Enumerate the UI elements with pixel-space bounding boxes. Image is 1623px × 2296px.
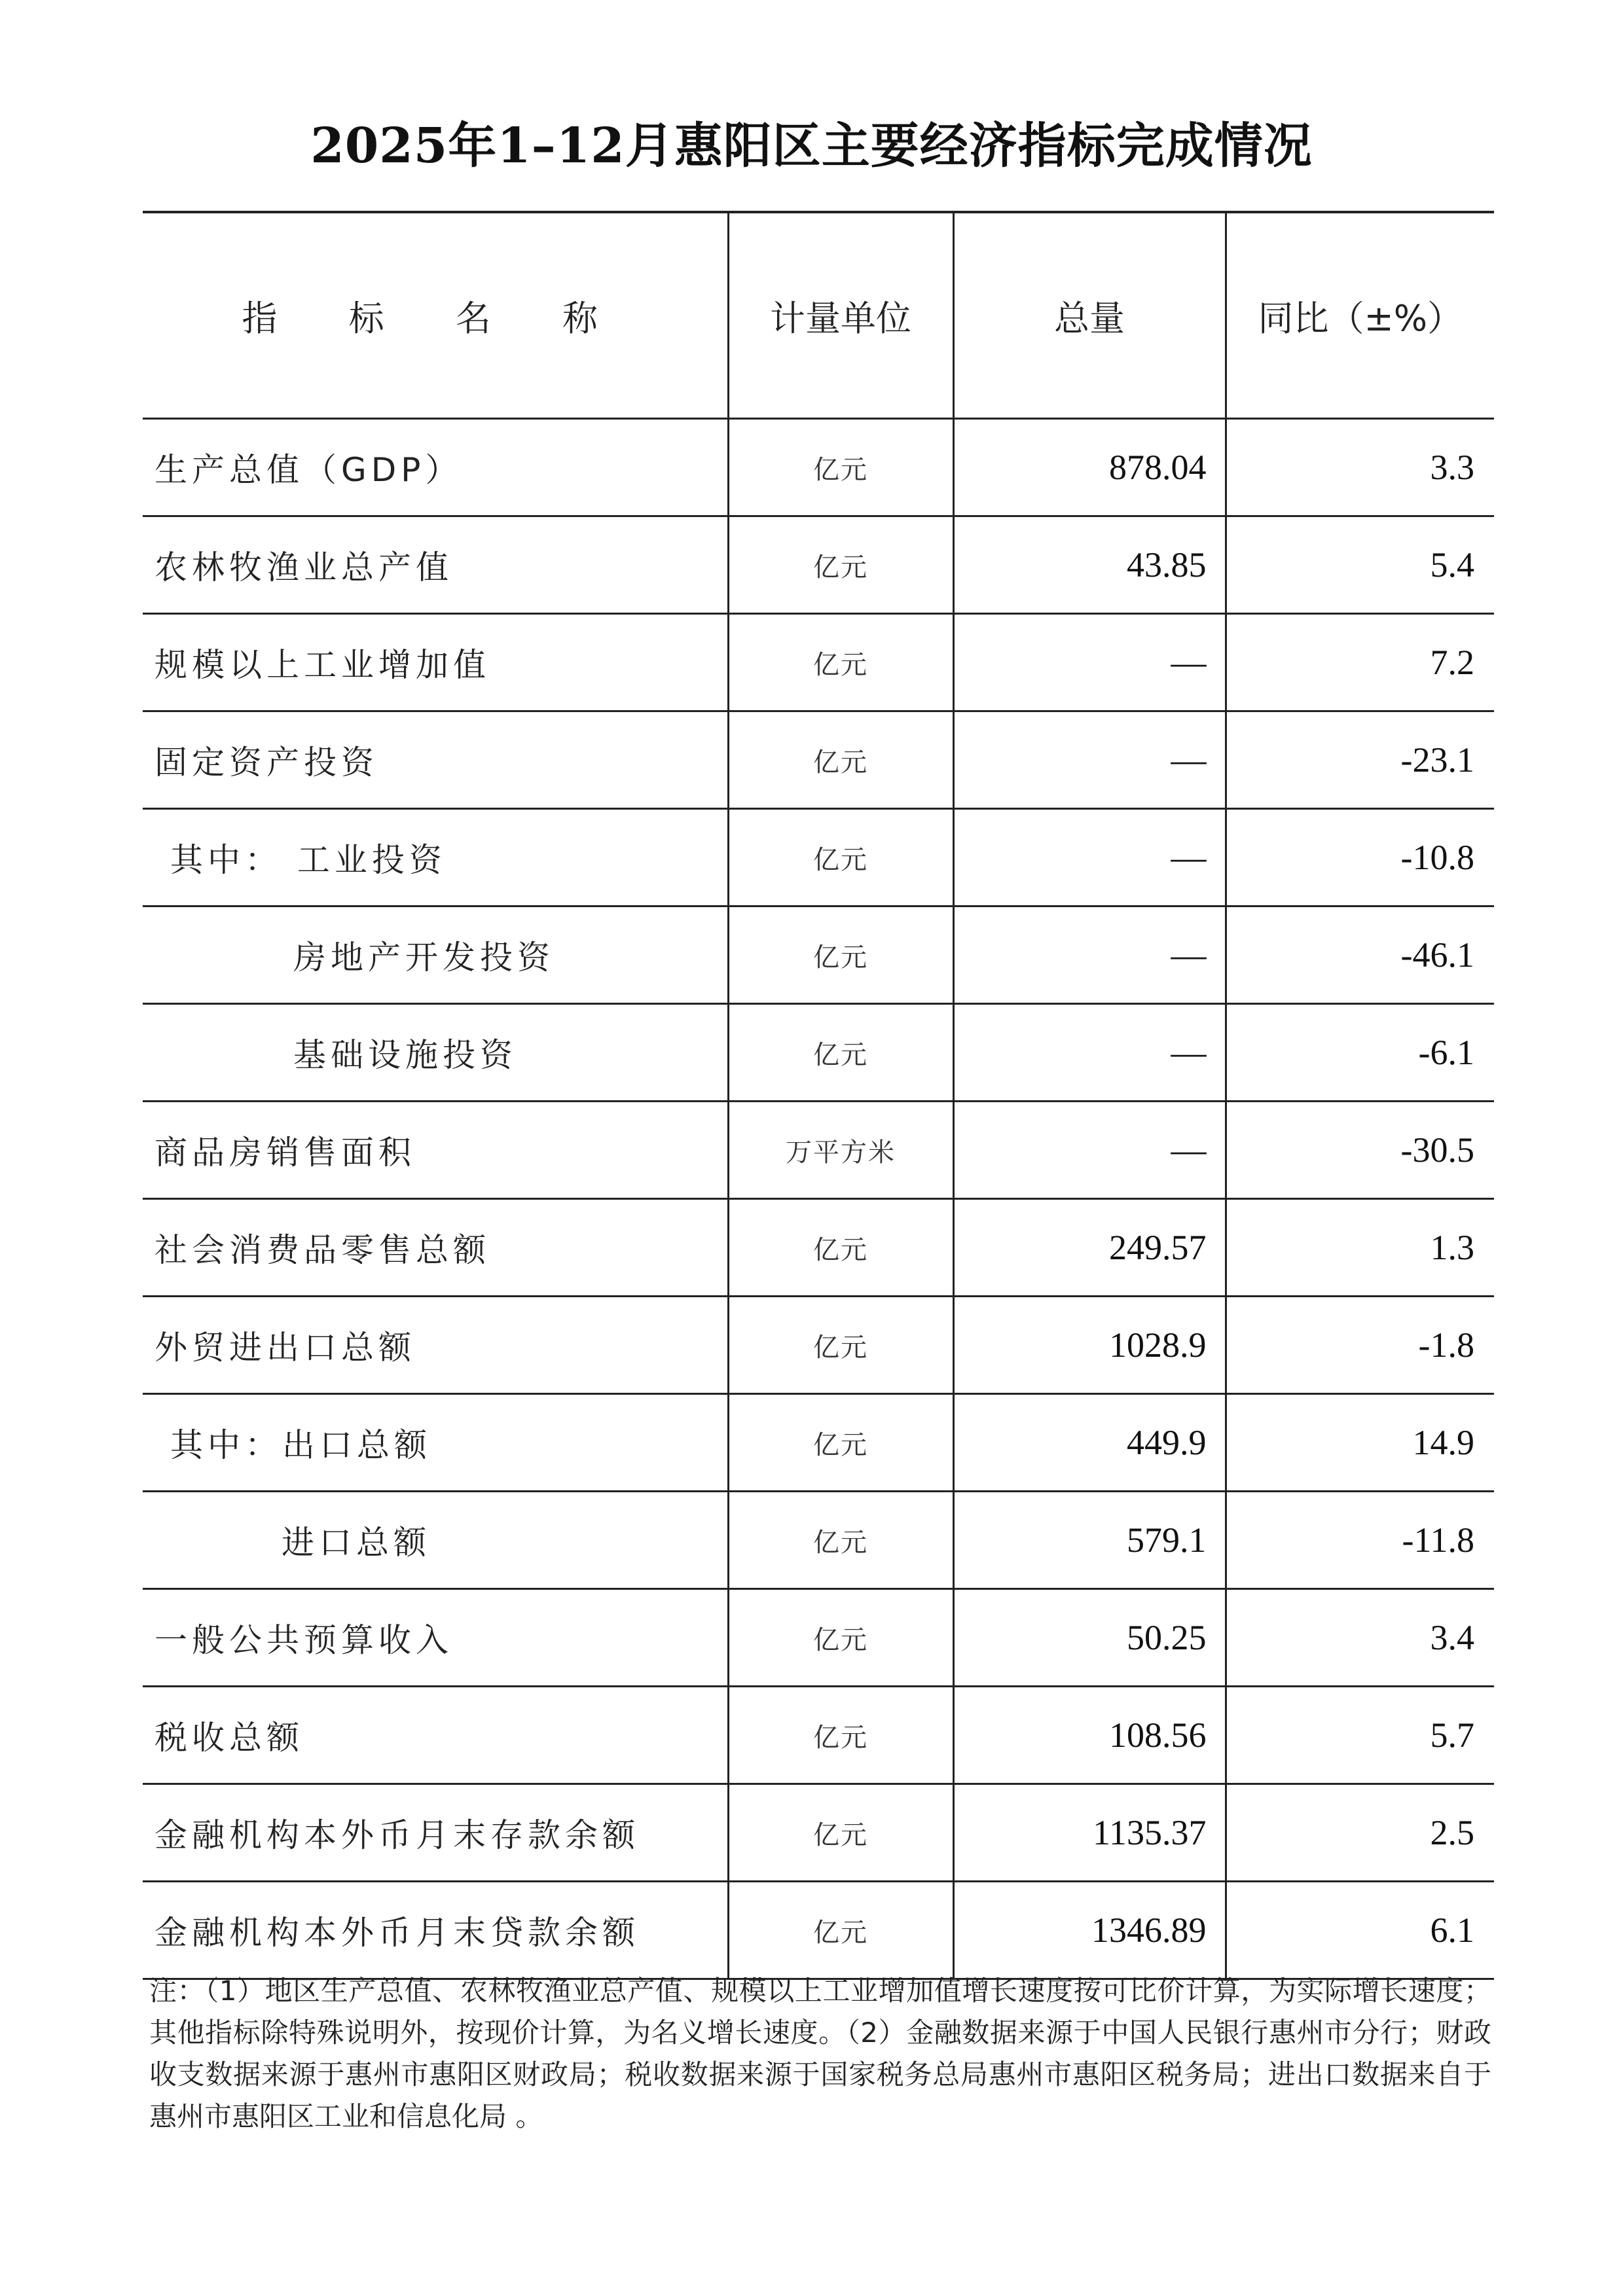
yoy-cell: 3.4 bbox=[1226, 1589, 1494, 1687]
total-cell: 43.85 bbox=[953, 516, 1226, 614]
indicator-name-cell: 固定资产投资 bbox=[143, 711, 728, 809]
total-cell: 249.57 bbox=[953, 1199, 1226, 1297]
unit-cell: 亿元 bbox=[728, 419, 953, 516]
yoy-cell: -23.1 bbox=[1226, 711, 1494, 809]
table-row bbox=[143, 809, 1494, 906]
unit-cell: 亿元 bbox=[728, 516, 953, 614]
table-row bbox=[143, 1492, 1494, 1589]
unit-cell: 亿元 bbox=[728, 809, 953, 906]
header-indicator-name: 指 标 名 称 bbox=[143, 212, 728, 419]
yoy-cell: 6.1 bbox=[1226, 1882, 1494, 1979]
total-cell: — bbox=[953, 906, 1226, 1004]
indicator-name-cell: 外贸进出口总额 bbox=[143, 1297, 728, 1394]
yoy-cell: -6.1 bbox=[1226, 1004, 1494, 1102]
table-row bbox=[143, 516, 1494, 614]
yoy-cell: 2.5 bbox=[1226, 1784, 1494, 1882]
unit-cell: 亿元 bbox=[728, 1784, 953, 1882]
table-row bbox=[143, 1199, 1494, 1297]
unit-cell: 亿元 bbox=[728, 906, 953, 1004]
yoy-cell: -11.8 bbox=[1226, 1492, 1494, 1589]
total-cell: — bbox=[953, 809, 1226, 906]
total-cell: — bbox=[953, 614, 1226, 711]
indicator-name-cell: 社会消费品零售总额 bbox=[143, 1199, 728, 1297]
yoy-cell: -10.8 bbox=[1226, 809, 1494, 906]
table-row bbox=[143, 711, 1494, 809]
page-title: 2025年1–12月惠阳区主要经济指标完成情况 bbox=[310, 118, 1313, 174]
total-cell: 1346.89 bbox=[953, 1882, 1226, 1979]
total-cell: 579.1 bbox=[953, 1492, 1226, 1589]
indicator-name-cell: 商品房销售面积 bbox=[143, 1102, 728, 1199]
total-cell: 1028.9 bbox=[953, 1297, 1226, 1394]
indicator-name-cell: 生产总值（GDP） bbox=[143, 419, 728, 516]
yoy-cell: 3.3 bbox=[1226, 419, 1494, 516]
indicator-name-cell: 规模以上工业增加值 bbox=[143, 614, 728, 711]
indicator-name-cell: 其中：出口总额 bbox=[143, 1394, 728, 1492]
table-row bbox=[143, 1297, 1494, 1394]
table-row bbox=[143, 614, 1494, 711]
unit-cell: 亿元 bbox=[728, 1492, 953, 1589]
indicators-table bbox=[143, 211, 1494, 1980]
yoy-cell: -46.1 bbox=[1226, 906, 1494, 1004]
total-cell: 1135.37 bbox=[953, 1784, 1226, 1882]
table-row bbox=[143, 1004, 1494, 1102]
table-row bbox=[143, 1784, 1494, 1882]
header-unit: 计量单位 bbox=[728, 212, 953, 419]
unit-cell: 亿元 bbox=[728, 1589, 953, 1687]
unit-cell: 亿元 bbox=[728, 1004, 953, 1102]
yoy-cell: 5.4 bbox=[1226, 516, 1494, 614]
total-cell: — bbox=[953, 1004, 1226, 1102]
footnote: 注：（1）地区生产总值、农林牧渔业总产值、规模以上工业增加值增长速度按可比价计算，为实际增长速度；其他指标除特殊说明外，按现价计算，为名义增长速度。（2）金融数据来源于中国人民银行惠州市分行；财政收支数据来源于惠州市惠阳区财政局；税收数据来源于国家税务总局惠州市惠阳区税务局；进出口数据来自于惠州市惠阳区工业和信息化局 。 bbox=[149, 1975, 1491, 2132]
table-row bbox=[143, 1102, 1494, 1199]
indicator-name-cell: 金融机构本外币月末贷款余额 bbox=[143, 1882, 728, 1979]
indicator-name-cell: 基础设施投资 bbox=[143, 1004, 728, 1102]
unit-cell: 亿元 bbox=[728, 1199, 953, 1297]
unit-cell: 亿元 bbox=[728, 614, 953, 711]
total-cell: 878.04 bbox=[953, 419, 1226, 516]
table-row bbox=[143, 1882, 1494, 1979]
yoy-cell: -30.5 bbox=[1226, 1102, 1494, 1199]
yoy-cell: 1.3 bbox=[1226, 1199, 1494, 1297]
indicator-name-cell: 税收总额 bbox=[143, 1687, 728, 1784]
unit-cell: 亿元 bbox=[728, 1297, 953, 1394]
indicator-name-cell: 其中： 工业投资 bbox=[143, 809, 728, 906]
yoy-cell: -1.8 bbox=[1226, 1297, 1494, 1394]
yoy-cell: 5.7 bbox=[1226, 1687, 1494, 1784]
unit-cell: 亿元 bbox=[728, 1687, 953, 1784]
total-cell: 449.9 bbox=[953, 1394, 1226, 1492]
table-body bbox=[143, 419, 1494, 1979]
total-cell: — bbox=[953, 711, 1226, 809]
total-cell: 50.25 bbox=[953, 1589, 1226, 1687]
unit-cell: 万平方米 bbox=[728, 1102, 953, 1199]
indicator-name-cell: 进口总额 bbox=[143, 1492, 728, 1589]
header-yoy: 同比（±%） bbox=[1226, 212, 1494, 419]
yoy-cell: 14.9 bbox=[1226, 1394, 1494, 1492]
table-row bbox=[143, 1394, 1494, 1492]
indicator-name-cell: 金融机构本外币月末存款余额 bbox=[143, 1784, 728, 1882]
yoy-cell: 7.2 bbox=[1226, 614, 1494, 711]
total-cell: 108.56 bbox=[953, 1687, 1226, 1784]
indicator-name-cell: 农林牧渔业总产值 bbox=[143, 516, 728, 614]
indicator-name-cell: 一般公共预算收入 bbox=[143, 1589, 728, 1687]
header-total: 总量 bbox=[953, 212, 1226, 419]
table-row bbox=[143, 906, 1494, 1004]
unit-cell: 亿元 bbox=[728, 1394, 953, 1492]
total-cell: — bbox=[953, 1102, 1226, 1199]
table-row bbox=[143, 1687, 1494, 1784]
table-row bbox=[143, 1589, 1494, 1687]
unit-cell: 亿元 bbox=[728, 711, 953, 809]
table-row bbox=[143, 419, 1494, 516]
table-header-row bbox=[143, 212, 1494, 419]
indicator-name-cell: 房地产开发投资 bbox=[143, 906, 728, 1004]
unit-cell: 亿元 bbox=[728, 1882, 953, 1979]
